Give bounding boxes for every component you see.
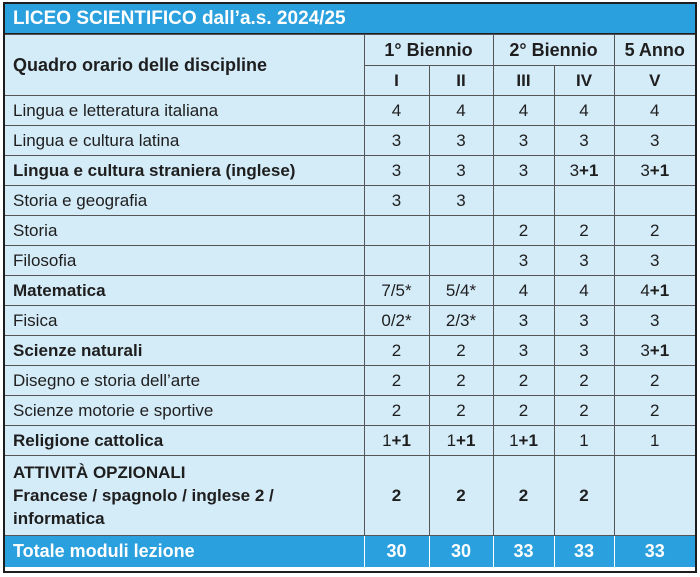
year-header: V	[614, 66, 695, 96]
optional-value: 2	[364, 456, 429, 536]
table-row	[5, 336, 695, 366]
hours-cell: 7/5*	[364, 276, 429, 306]
subject-name: Scienze motorie e sportive	[5, 396, 364, 426]
hours-cell	[429, 246, 493, 276]
hours-cell: 3	[493, 306, 554, 336]
hours-cell: 2	[429, 336, 493, 366]
table-row	[5, 186, 695, 216]
optional-value: 2	[493, 456, 554, 536]
hours-cell: 4	[493, 276, 554, 306]
optional-line: ATTIVITÀ OPZIONALI	[13, 463, 186, 482]
group-biennio-2: 2° Biennio	[493, 35, 614, 66]
hours-cell: 3	[429, 186, 493, 216]
hours-cell: 5/4*	[429, 276, 493, 306]
subject-name: Lingua e cultura latina	[5, 126, 364, 156]
hours-cell: 2	[554, 216, 614, 246]
hours-cell: 2	[614, 396, 695, 426]
total-row	[5, 536, 695, 567]
hours-cell: 3	[554, 126, 614, 156]
hours-cell: 4	[554, 276, 614, 306]
hours-cell: 1+1	[364, 426, 429, 456]
subject-name: Filosofia	[5, 246, 364, 276]
optional-value: 2	[429, 456, 493, 536]
hours-cell: 3	[493, 336, 554, 366]
hours-cell: 4	[429, 96, 493, 126]
table-row	[5, 306, 695, 336]
table-row	[5, 96, 695, 126]
hours-cell: 3+1	[554, 156, 614, 186]
table-row	[5, 216, 695, 246]
hours-cell	[429, 216, 493, 246]
subject-name: Scienze naturali	[5, 336, 364, 366]
header-row-groups	[5, 35, 695, 66]
table-row	[5, 246, 695, 276]
table-row	[5, 126, 695, 156]
hours-cell: 3+1	[614, 336, 695, 366]
hours-cell: 3	[364, 186, 429, 216]
hours-cell: 2	[554, 396, 614, 426]
hours-cell	[554, 186, 614, 216]
subject-rows	[5, 96, 695, 456]
hours-cell: 3	[614, 246, 695, 276]
hours-cell: 3	[493, 156, 554, 186]
hours-cell: 3	[554, 246, 614, 276]
schedule-table	[5, 34, 695, 567]
hours-cell: 2	[364, 336, 429, 366]
total-value: 33	[493, 536, 554, 567]
total-value: 30	[429, 536, 493, 567]
hours-cell: 3	[614, 306, 695, 336]
subject-name: Matematica	[5, 276, 364, 306]
hours-cell: 3	[493, 126, 554, 156]
hours-cell	[493, 186, 554, 216]
table-row	[5, 156, 695, 186]
hours-cell: 4+1	[614, 276, 695, 306]
subject-name: Fisica	[5, 306, 364, 336]
hours-cell: 2	[364, 396, 429, 426]
group-quinto-anno: 5 Anno	[614, 35, 695, 66]
hours-cell: 1+1	[493, 426, 554, 456]
subject-name: Disegno e storia dell’arte	[5, 366, 364, 396]
hours-cell: 2	[493, 366, 554, 396]
hours-cell: 4	[364, 96, 429, 126]
hours-cell: 1	[554, 426, 614, 456]
optional-line: informatica	[13, 509, 105, 528]
optional-value	[614, 456, 695, 536]
hours-cell: 2	[614, 366, 695, 396]
optional-value: 2	[554, 456, 614, 536]
subject-name: Storia	[5, 216, 364, 246]
subject-name: Lingua e letteratura italiana	[5, 96, 364, 126]
table-title: LICEO SCIENTIFICO dall’a.s. 2024/25	[5, 4, 695, 34]
group-biennio-1: 1° Biennio	[364, 35, 493, 66]
hours-cell: 3	[554, 306, 614, 336]
table-row	[5, 366, 695, 396]
hours-cell: 3	[364, 156, 429, 186]
hours-cell: 4	[554, 96, 614, 126]
subject-name: Religione cattolica	[5, 426, 364, 456]
hours-cell: 2	[429, 396, 493, 426]
total-label: Totale moduli lezione	[5, 536, 364, 567]
hours-cell: 2	[614, 216, 695, 246]
hours-cell: 0/2*	[364, 306, 429, 336]
table-row	[5, 276, 695, 306]
optional-activities-row	[5, 456, 695, 536]
optional-line: Francese / spagnolo / inglese 2 /	[13, 486, 274, 505]
hours-cell: 4	[614, 96, 695, 126]
hours-cell: 3	[493, 246, 554, 276]
total-value: 33	[554, 536, 614, 567]
optional-activities-label	[5, 456, 364, 536]
subject-name: Lingua e cultura straniera (inglese)	[5, 156, 364, 186]
hours-cell: 1	[614, 426, 695, 456]
hours-cell: 2	[364, 366, 429, 396]
table-row	[5, 396, 695, 426]
year-header: IV	[554, 66, 614, 96]
hours-cell: 2	[493, 396, 554, 426]
header-main-label: Quadro orario delle discipline	[5, 35, 364, 96]
hours-cell: 3	[429, 156, 493, 186]
hours-cell: 2	[493, 216, 554, 246]
hours-cell	[364, 246, 429, 276]
hours-cell	[364, 216, 429, 246]
hours-cell: 3	[364, 126, 429, 156]
subject-name: Storia e geografia	[5, 186, 364, 216]
year-header: II	[429, 66, 493, 96]
hours-cell: 3	[554, 336, 614, 366]
year-header: III	[493, 66, 554, 96]
total-value: 33	[614, 536, 695, 567]
hours-cell: 2/3*	[429, 306, 493, 336]
table-row	[5, 426, 695, 456]
hours-cell: 2	[554, 366, 614, 396]
total-value: 30	[364, 536, 429, 567]
hours-cell: 3+1	[614, 156, 695, 186]
hours-cell	[614, 186, 695, 216]
hours-cell: 1+1	[429, 426, 493, 456]
year-header: I	[364, 66, 429, 96]
hours-cell: 2	[429, 366, 493, 396]
hours-cell: 4	[493, 96, 554, 126]
hours-cell: 3	[429, 126, 493, 156]
hours-cell: 3	[614, 126, 695, 156]
schedule-card	[3, 2, 697, 573]
